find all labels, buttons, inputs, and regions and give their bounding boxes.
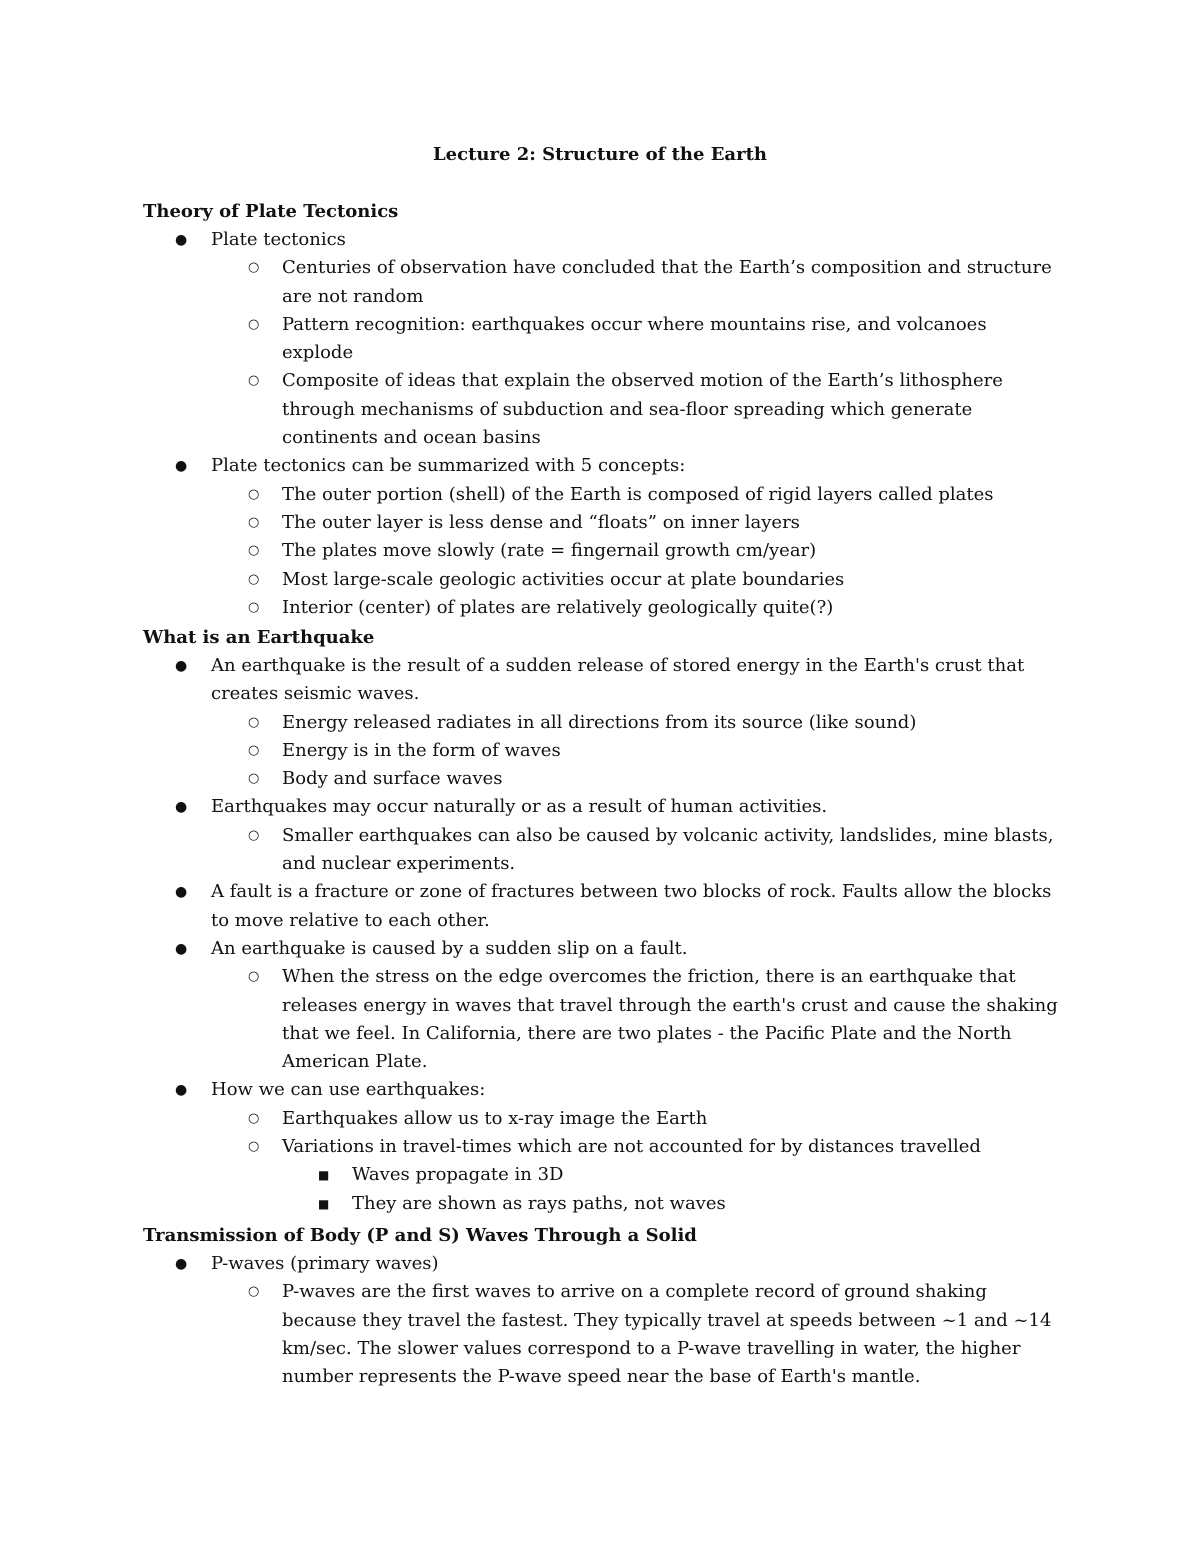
- list-item: [248, 1278, 1062, 1391]
- bullet-list: [0, 1250, 1200, 1391]
- list-item: [248, 765, 1062, 793]
- list-item-text: Earthquakes allow us to x-ray image the Earth: [282, 1107, 708, 1129]
- section-heading: Theory of Plate Tectonics: [143, 201, 399, 222]
- circle-bullet-icon: ○: [248, 373, 260, 389]
- list-item-text: A fault is a fracture or zone of fractures between two blocks of rock. Faults allow the blocks to move relative to each other.: [211, 881, 1052, 931]
- circle-bullet-icon: ○: [248, 514, 260, 530]
- section-plate-tectonics: [0, 198, 1200, 622]
- circle-bullet-icon: ○: [248, 742, 260, 758]
- list-item-text: Energy released radiates in all directions from its source (like sound): [282, 711, 917, 733]
- list-item-text: How we can use earthquakes:: [211, 1079, 486, 1101]
- list-item: [175, 452, 1061, 480]
- circle-bullet-icon: ○: [248, 827, 260, 843]
- bullet-list: [0, 652, 1200, 1218]
- list-item: [248, 311, 1062, 368]
- list-item: [248, 737, 1062, 765]
- circle-bullet-icon: ○: [248, 714, 260, 730]
- list-item-text: Energy is in the form of waves: [282, 739, 561, 761]
- circle-bullet-icon: ○: [248, 599, 260, 615]
- list-item: [175, 793, 1061, 821]
- bullet-icon: ●: [175, 232, 188, 248]
- list-item-text: Plate tectonics: [211, 229, 346, 250]
- circle-bullet-icon: ○: [248, 316, 260, 332]
- list-item-text: P-waves (primary waves): [211, 1253, 439, 1274]
- list-item: [318, 1190, 1052, 1218]
- circle-bullet-icon: ○: [248, 969, 260, 985]
- bullet-icon: ●: [175, 884, 188, 901]
- circle-bullet-icon: ○: [248, 1110, 260, 1126]
- list-item-text: Plate tectonics can be summarized with 5 concepts:: [211, 455, 686, 477]
- section-heading: Transmission of Body (P and S) Waves Through a Solid: [143, 1225, 697, 1246]
- list-item: [248, 594, 1062, 622]
- list-item: [248, 537, 1062, 565]
- list-item-text: The outer portion (shell) of the Earth is composed of rigid layers called plates: [282, 483, 994, 505]
- list-item: [175, 226, 1061, 254]
- list-item: [248, 1133, 1062, 1161]
- list-item: [175, 652, 1061, 709]
- list-item-text: They are shown as rays paths, not waves: [352, 1192, 726, 1214]
- list-item-text: P-waves are the first waves to arrive on a complete record of ground shaking because they travel the fastest. They typically travel at speeds between ~1 and ~14 km/sec. The slower values correspond to a P-wave travelling in water, the higher number represents the P-wave speed near the base of Earth's mantle.: [282, 1281, 1052, 1388]
- list-item-text: Pattern recognition: earthquakes occur where mountains rise, and volcanoes explode: [282, 313, 987, 364]
- list-item: [175, 878, 1061, 935]
- circle-bullet-icon: ○: [248, 260, 260, 276]
- list-item: [248, 822, 1062, 879]
- list-item: [248, 509, 1062, 537]
- list-item-text: Variations in travel-times which are not accounted for by distances travelled: [282, 1136, 981, 1158]
- list-item-text: Waves propagate in 3D: [352, 1164, 564, 1186]
- bullet-icon: ●: [175, 458, 188, 475]
- list-item: [248, 481, 1062, 509]
- section-body-waves: [0, 1222, 1200, 1391]
- list-item: [248, 254, 1062, 311]
- list-item-text: The outer layer is less dense and “floats” on inner layers: [282, 511, 800, 533]
- section-earthquake: [0, 624, 1200, 1218]
- list-item: [248, 1105, 1062, 1133]
- list-item: [248, 963, 1062, 1076]
- list-item-text: An earthquake is caused by a sudden slip on a fault.: [211, 937, 688, 959]
- bullet-list: [0, 226, 1200, 622]
- bullet-icon: ●: [175, 658, 188, 674]
- document-title: Lecture 2: Structure of the Earth: [433, 144, 767, 165]
- list-item: [318, 1161, 1052, 1189]
- list-item: [248, 367, 1062, 452]
- list-item: [175, 935, 1061, 963]
- list-item: [175, 1250, 1061, 1278]
- list-item-text: Composite of ideas that explain the observed motion of the Earth’s lithosphere through mechanisms of subduction and sea-floor spreading which generate continents and ocean basins: [282, 370, 1003, 449]
- bullet-icon: ●: [175, 1256, 188, 1272]
- circle-bullet-icon: ○: [248, 571, 260, 587]
- list-item: [175, 1076, 1061, 1104]
- list-item-text: The plates move slowly (rate = fingernail growth cm/year): [282, 540, 817, 562]
- circle-bullet-icon: ○: [248, 486, 260, 502]
- list-item-text: Smaller earthquakes can also be caused by volcanic activity, landslides, mine blasts, and nuclear experiments.: [282, 824, 1054, 875]
- list-item-text: Centuries of observation have concluded that the Earth’s composition and structure are not random: [282, 257, 1052, 307]
- circle-bullet-icon: ○: [248, 543, 260, 559]
- list-item: [248, 709, 1062, 737]
- list-item-text: When the stress on the edge overcomes the friction, there is an earthquake that releases energy in waves that travel through the earth's crust and cause the shaking that we feel. In California, there are two plates - the Pacific Plate and the North American Plate.: [282, 966, 1058, 1073]
- list-item-text: Earthquakes may occur naturally or as a result of human activities.: [211, 796, 828, 818]
- circle-bullet-icon: ○: [248, 1139, 260, 1155]
- square-bullet-icon: ■: [318, 1168, 330, 1183]
- list-item-text: Most large-scale geologic activities occur at plate boundaries: [282, 568, 845, 590]
- bullet-icon: ●: [175, 799, 188, 816]
- bullet-icon: ●: [175, 1082, 188, 1099]
- circle-bullet-icon: ○: [248, 1284, 260, 1300]
- list-item-text: Interior (center) of plates are relatively geologically quite(?): [282, 596, 834, 618]
- section-heading: What is an Earthquake: [143, 627, 375, 648]
- list-item-text: An earthquake is the result of a sudden release of stored energy in the Earth's crust that creates seismic waves.: [211, 655, 1025, 705]
- square-bullet-icon: ■: [318, 1196, 330, 1211]
- bullet-icon: ●: [175, 940, 188, 957]
- list-item: [248, 566, 1062, 594]
- list-item-text: Body and surface waves: [282, 768, 503, 790]
- circle-bullet-icon: ○: [248, 771, 260, 787]
